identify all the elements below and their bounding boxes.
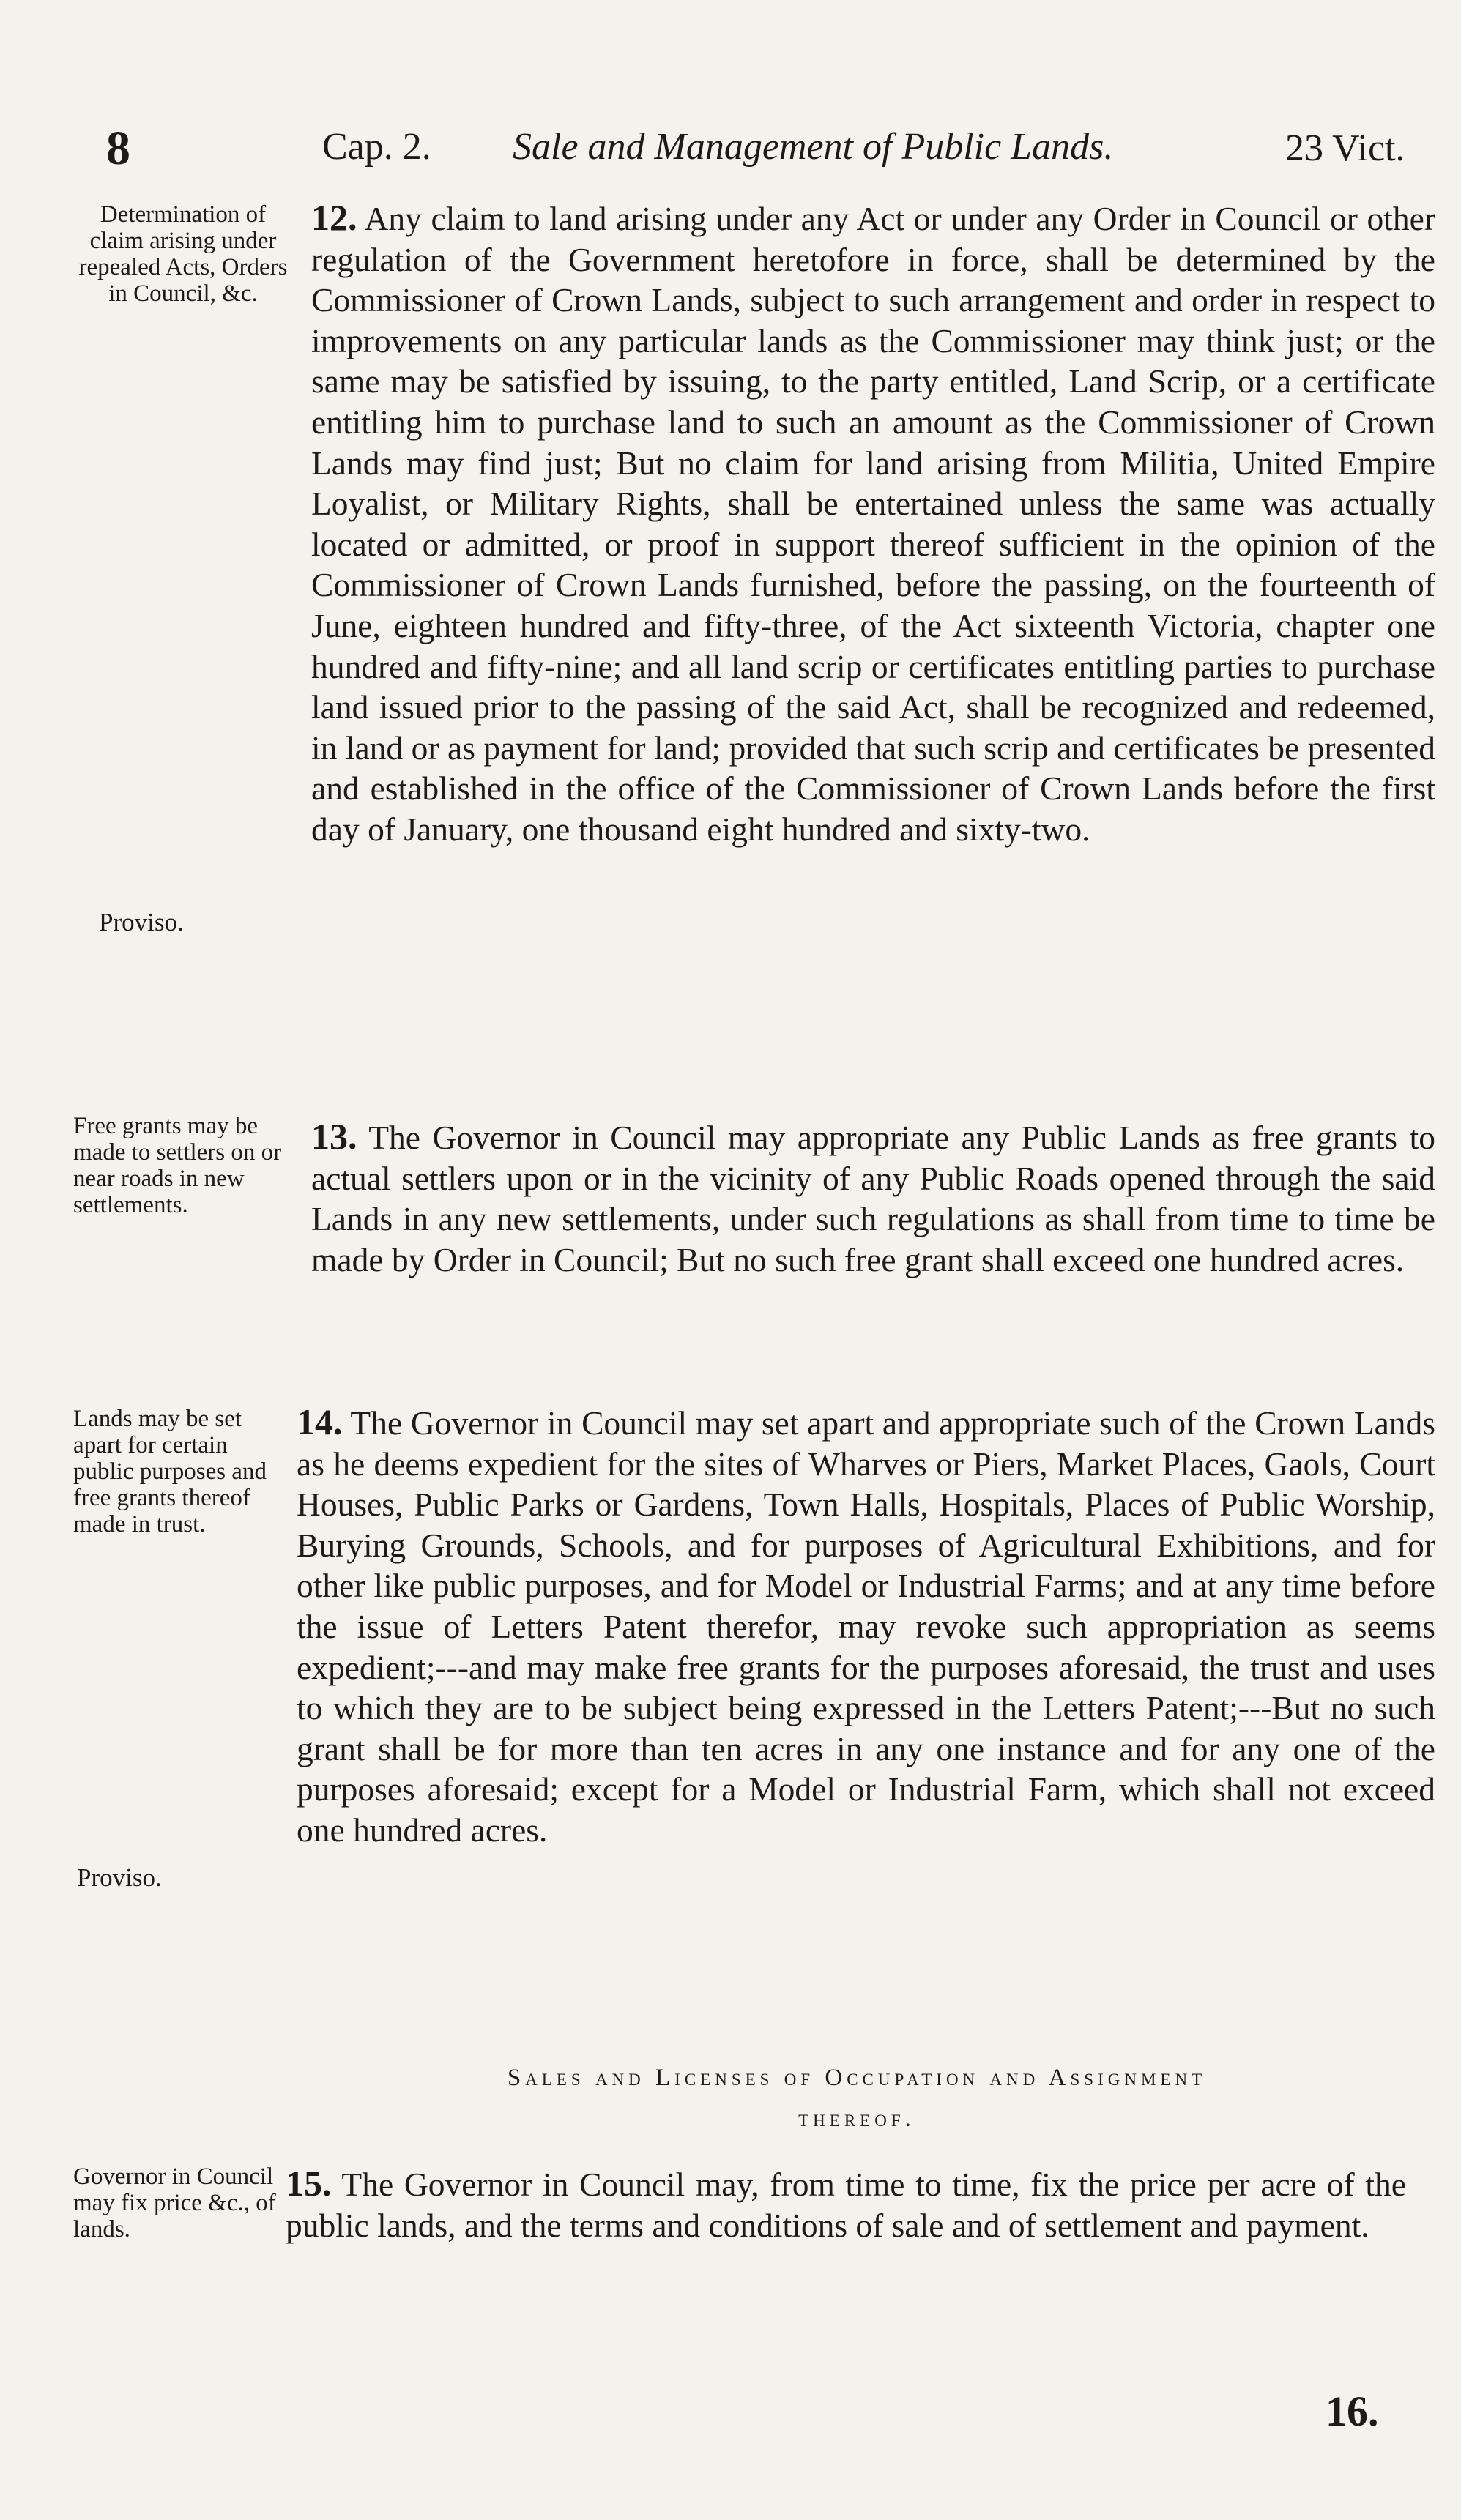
section-text-14: The Governor in Council may set apart and appropriate such of the Crown Lands as he deems expedient for the sites of Wharves or Piers, Market Places, Gaols, Court Houses, Public Parks or Gardens, Town Halls, Hospitals, Places of Public Worship, Burying Grounds, Schools, and for purposes of Agricultural Exhibitions, and for other like public purposes, and for Model or Industrial Farms; and at any time before the issue of Letters Patent therefor, may revoke such appropriation as seems expedient;---and may make free grants for the purposes aforesaid, the trust and uses to which they are to be subject being expressed in the Letters Patent;---But no such grant shall be for more than ten acres in any one instance and for any one of the purposes aforesaid; except for a Model or Industrial Farm, which shall not exceed one hundred acres. (297, 1404, 1435, 1849)
regnal-year: 23 Vict. (1285, 127, 1405, 169)
proviso-label-14: Proviso. (77, 1863, 162, 1892)
section-number-12: 12. (311, 197, 357, 238)
section-number-14: 14. (297, 1401, 343, 1442)
section-12 (311, 198, 1435, 850)
running-title: Sale and Management of Public Lands. (513, 126, 1114, 168)
section-15 (286, 2163, 1406, 2245)
page-number: 8 (106, 122, 130, 175)
section-subheading (352, 2057, 1362, 2139)
signature-mark: 16. (1326, 2387, 1379, 2435)
margin-note-13: Free grants may be made to settlers on or near roads in new settlements. (73, 1113, 282, 1218)
subheading-line-1: Sales and Licenses of Occupation and Assignment (507, 2065, 1207, 2091)
margin-note-12: Determination of claim arising under repealed Acts, Orders in Council, &c. (78, 201, 288, 307)
section-text-13: The Governor in Council may appropriate any Public Lands as free grants to actual settlers upon or in the vicinity of any Public Roads opened through the said Lands in any new settlements, under such regulations as shall from time to time be made by Order in Council; But no such free grant shall exceed one hundred acres. (311, 1119, 1435, 1278)
section-number-13: 13. (311, 1116, 357, 1157)
section-text-12: Any claim to land arising under any Act or under any Order in Council or other regulation of the Government heretofore in force, shall be determined by the Commissioner of Crown Lands, subject to such arrangement and order in respect to improvements on any particular lands as the Commissioner may think just; or the same may be satisfied by issuing, to the party entitled, Land Scrip, or a certificate entitling him to purchase land to such an amount as the Commissioner of Crown Lands may find just; But no claim for land arising from Militia, United Empire Loyalist, or Military Rights, shall be entertained unless the same was actually located or admitted, or proof in support thereof sufficient in the opinion of the Commissioner of Crown Lands furnished, before the passing, on the fourteenth of June, eighteen hundred and fifty-three, of the Act sixteenth Victoria, chapter one hundred and fifty-nine; and all land scrip or certificates entitling parties to purchase land issued prior to the passing of the said Act, shall be recognized and redeemed, in land or as payment for land; provided that such scrip and certificates be presented and established in the office of the Commissioner of Crown Lands before the first day of January, one thousand eight hundred and sixty-two. (311, 200, 1435, 848)
margin-note-14: Lands may be set apart for certain public purposes and free grants thereof made in trust. (73, 1406, 267, 1537)
section-13 (311, 1117, 1435, 1280)
section-text-15: The Governor in Council may, from time to time, fix the price per acre of the public lands, and the terms and conditions of sale and of settlement and payment. (286, 2166, 1407, 2244)
margin-note-15: Governor in Council may fix price &c., of lands. (73, 2163, 276, 2243)
subheading-line-2: thereof. (798, 2106, 915, 2132)
section-number-15: 15. (286, 2163, 332, 2204)
page-header (0, 121, 1461, 179)
section-14 (297, 1402, 1435, 1851)
chapter-label: Cap. 2. (322, 126, 431, 168)
proviso-label-12: Proviso. (99, 908, 184, 936)
